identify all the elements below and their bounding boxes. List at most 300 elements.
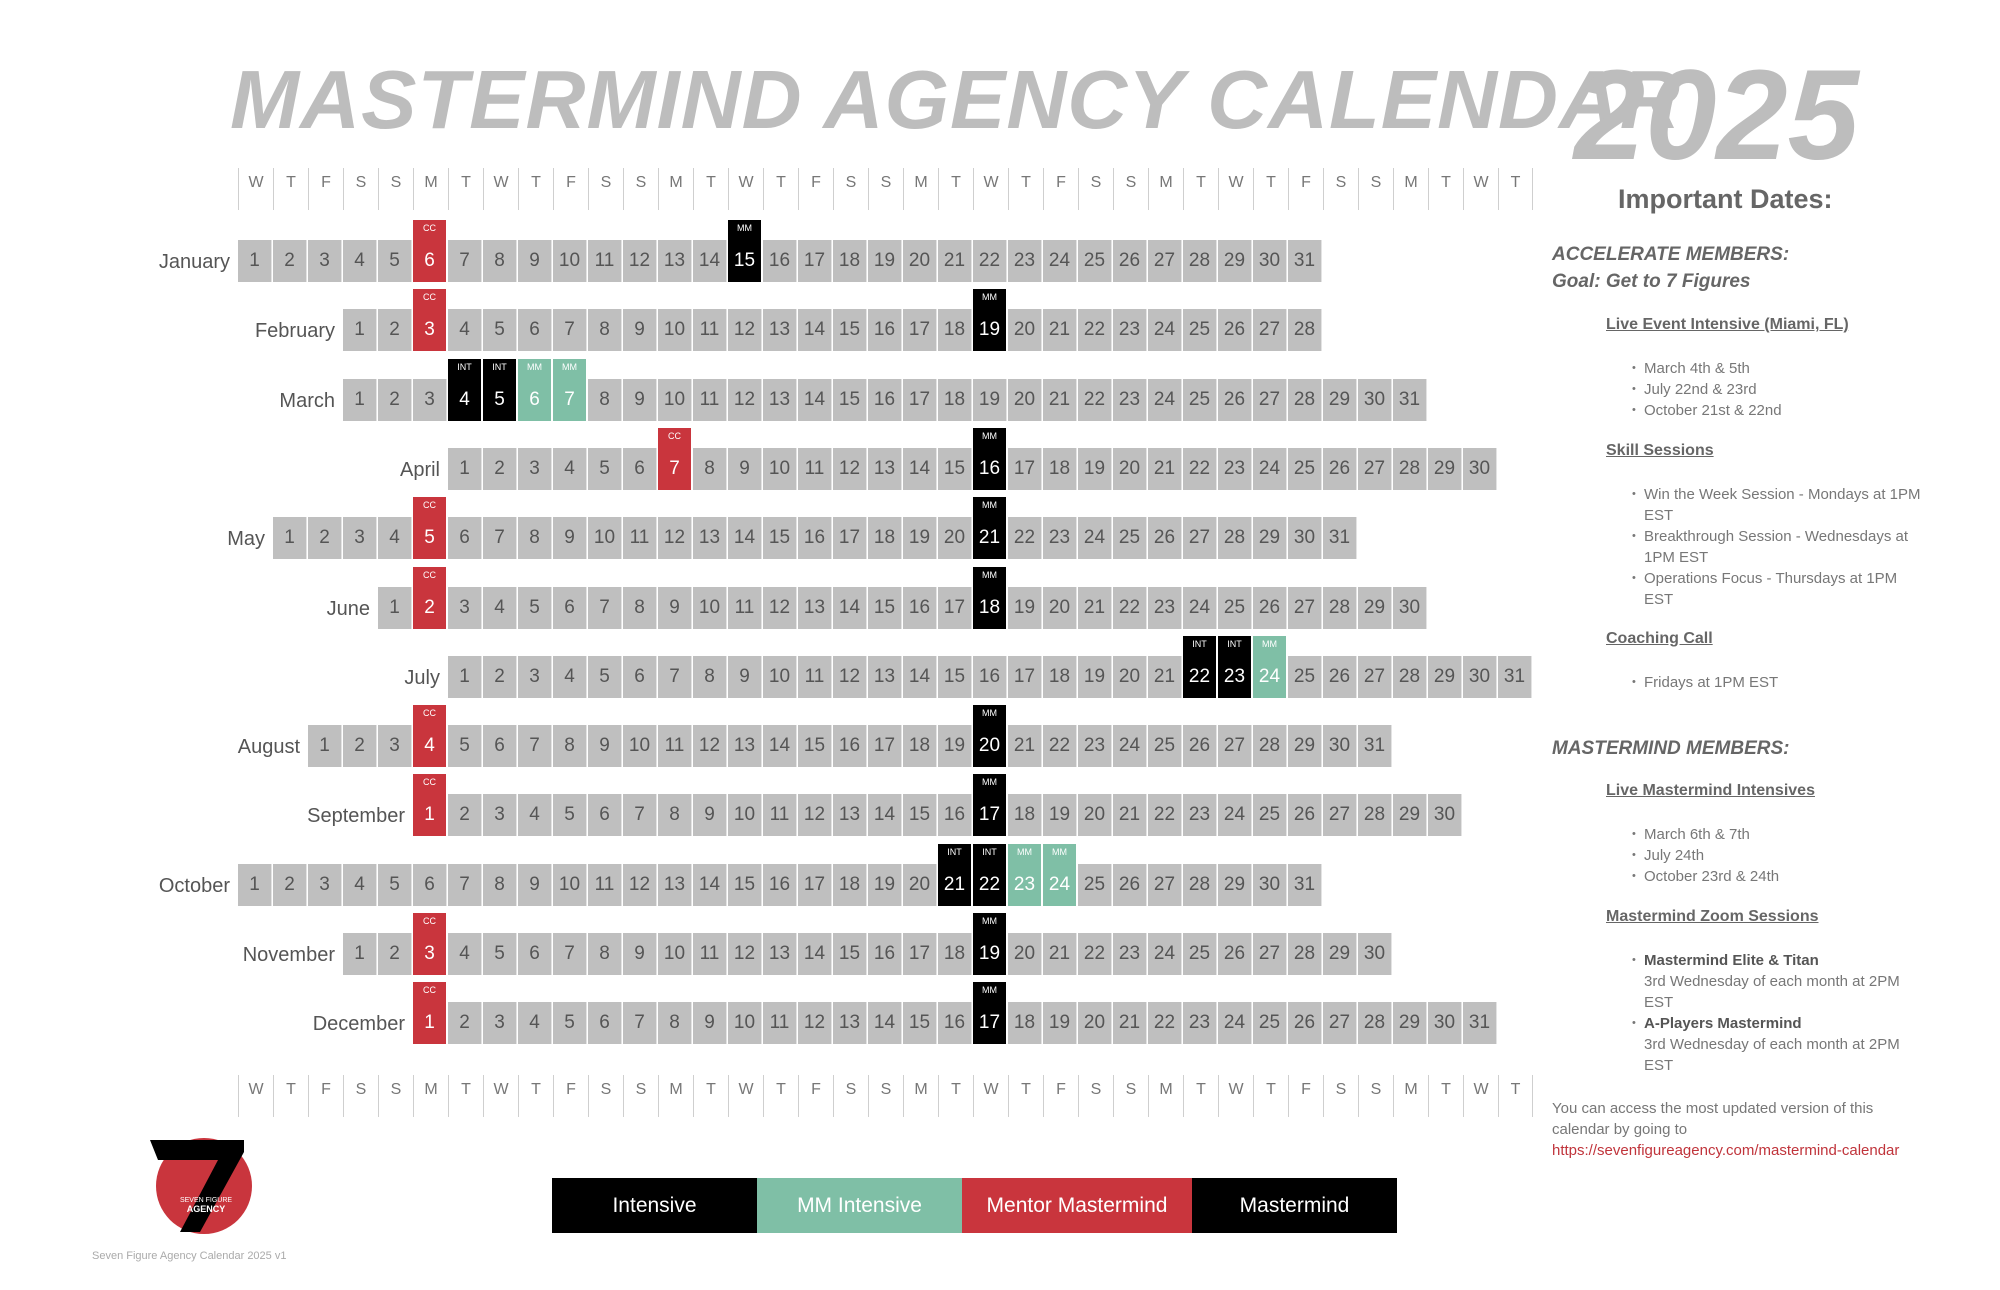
day-number: 2: [354, 735, 365, 756]
day-number: 6: [634, 666, 645, 687]
day-number: 9: [739, 666, 750, 687]
day-cell: [1113, 864, 1147, 906]
day-cell: [763, 517, 797, 559]
day-number: 9: [704, 804, 715, 825]
weekday-letter: T: [1498, 1075, 1533, 1117]
day-cell: [553, 517, 587, 559]
weekday-letter: W: [1463, 168, 1498, 210]
day-cell: [448, 448, 482, 490]
day-number: 16: [873, 319, 896, 340]
day-cell: [1078, 933, 1112, 975]
day-cell: [833, 864, 867, 906]
day-cell: [308, 517, 342, 559]
day-number: 4: [564, 458, 575, 479]
day-number: 11: [734, 597, 755, 618]
day-cell: [1078, 309, 1112, 351]
day-number: 25: [1188, 389, 1211, 410]
day-number: 31: [1398, 389, 1421, 410]
day-cell: [1463, 656, 1497, 698]
day-number: 4: [529, 804, 540, 825]
day-number: 8: [704, 666, 715, 687]
accelerate-heading: ACCELERATE MEMBERS:: [1552, 244, 1790, 265]
day-number: 18: [873, 527, 896, 548]
day-number: 16: [908, 597, 931, 618]
day-cell: [938, 1002, 972, 1044]
weekday-letter: F: [798, 1075, 833, 1117]
day-number: 7: [494, 527, 505, 548]
event-tag: MM: [1052, 847, 1067, 857]
weekday-letter: M: [1393, 168, 1428, 210]
calendar-link[interactable]: https://sevenfigureagency.com/mastermind-calendar: [1552, 1142, 1900, 1159]
day-number: 10: [698, 597, 721, 618]
day-cell: [1043, 309, 1077, 351]
day-number: 18: [908, 735, 931, 756]
day-cell: [1008, 794, 1042, 836]
day-number: 25: [1293, 666, 1316, 687]
zoom-item-title: Mastermind Elite & Titan: [1644, 952, 1819, 969]
event-day-int: [1183, 636, 1217, 698]
weekday-letter: T: [1498, 168, 1533, 210]
day-number: 17: [943, 597, 966, 618]
day-cell: [1218, 933, 1252, 975]
day-number: 5: [564, 804, 575, 825]
day-cell: [553, 933, 587, 975]
day-cell: [1183, 725, 1217, 767]
day-number: 5: [529, 597, 540, 618]
day-cell: [483, 309, 517, 351]
day-cell: [763, 725, 797, 767]
day-number: 16: [768, 250, 791, 271]
day-number: 20: [1083, 1012, 1106, 1033]
day-number: 12: [768, 597, 791, 618]
day-cell: [763, 448, 797, 490]
day-number: 25: [1083, 874, 1106, 895]
day-number: 23: [1223, 666, 1246, 687]
day-number: 1: [354, 943, 365, 964]
day-cell: [763, 656, 797, 698]
weekday-letter: W: [973, 168, 1008, 210]
day-cell: [343, 309, 377, 351]
day-cell: [518, 656, 552, 698]
weekday-letter: W: [973, 1075, 1008, 1117]
day-number: 22: [1083, 389, 1106, 410]
weekday-letter: S: [378, 168, 413, 210]
event-day-mmi: [1253, 636, 1287, 698]
event-day-int: [483, 359, 517, 421]
day-cell: [973, 240, 1007, 282]
day-cell: [588, 656, 622, 698]
day-cell: [798, 448, 832, 490]
day-cell: [623, 587, 657, 629]
day-cell: [1148, 933, 1182, 975]
day-cell: [658, 794, 692, 836]
day-number: 10: [558, 250, 581, 271]
day-cell: [868, 656, 902, 698]
day-cell: [728, 448, 762, 490]
day-cell: [553, 656, 587, 698]
day-cell: [483, 517, 517, 559]
day-number: 25: [1188, 943, 1211, 964]
day-number: 4: [564, 666, 575, 687]
day-number: 2: [389, 943, 400, 964]
day-cell: [483, 864, 517, 906]
weekday-letter: S: [1358, 1075, 1393, 1117]
day-cell: [273, 240, 307, 282]
day-cell: [483, 933, 517, 975]
day-cell: [448, 240, 482, 282]
weekday-letter: W: [1218, 168, 1253, 210]
day-number: 16: [943, 1012, 966, 1033]
day-cell: [1183, 309, 1217, 351]
day-cell: [728, 933, 762, 975]
live-mastermind-heading: Live Mastermind Intensives: [1606, 782, 1815, 799]
day-cell: [1253, 864, 1287, 906]
day-cell: [1218, 794, 1252, 836]
day-number: 25: [1118, 527, 1141, 548]
day-number: 2: [494, 666, 505, 687]
day-cell: [1043, 933, 1077, 975]
day-number: 24: [1118, 735, 1141, 756]
day-cell: [273, 517, 307, 559]
day-cell: [623, 1002, 657, 1044]
day-cell: [1008, 725, 1042, 767]
day-cell: [483, 1002, 517, 1044]
day-number: 25: [1223, 597, 1246, 618]
event-tag: MM: [982, 431, 997, 441]
day-number: 26: [1293, 804, 1316, 825]
day-number: 28: [1363, 804, 1386, 825]
day-number: 1: [424, 804, 435, 825]
event-tag: CC: [423, 570, 436, 580]
day-number: 21: [1153, 666, 1176, 687]
day-number: 4: [529, 1012, 540, 1033]
event-tag: CC: [423, 292, 436, 302]
day-cell: [343, 725, 377, 767]
day-number: 10: [733, 804, 756, 825]
day-cell: [1463, 448, 1497, 490]
day-cell: [658, 656, 692, 698]
day-cell: [1008, 448, 1042, 490]
day-number: 12: [628, 874, 651, 895]
day-cell: [623, 309, 657, 351]
day-number: 29: [1433, 666, 1456, 687]
weekday-letter: W: [483, 1075, 518, 1117]
day-number: 21: [1118, 804, 1141, 825]
day-number: 5: [599, 666, 610, 687]
event-day-mm: [973, 774, 1007, 836]
day-number: 21: [1013, 735, 1036, 756]
weekday-letter: M: [903, 168, 938, 210]
weekday-letter: F: [798, 168, 833, 210]
day-cell: [693, 379, 727, 421]
day-number: 27: [1328, 1012, 1351, 1033]
day-cell: [1323, 379, 1357, 421]
event-day-mm: [973, 913, 1007, 975]
day-number: 4: [459, 389, 470, 410]
day-number: 11: [594, 874, 615, 895]
day-cell: [1008, 309, 1042, 351]
day-cell: [448, 794, 482, 836]
day-cell: [798, 656, 832, 698]
day-number: 10: [768, 666, 791, 687]
day-cell: [868, 379, 902, 421]
day-number: 14: [803, 319, 826, 340]
weekday-letter: M: [413, 1075, 448, 1117]
day-number: 31: [1328, 527, 1351, 548]
day-number: 20: [943, 527, 966, 548]
day-number: 13: [768, 319, 791, 340]
day-cell: [623, 379, 657, 421]
day-number: 29: [1433, 458, 1456, 479]
day-cell: [1113, 656, 1147, 698]
day-cell: [728, 656, 762, 698]
day-cell: [448, 517, 482, 559]
day-cell: [1008, 656, 1042, 698]
month-label-september: September: [307, 805, 405, 827]
day-number: 12: [803, 1012, 826, 1033]
day-number: 19: [873, 874, 896, 895]
day-cell: [1288, 1002, 1322, 1044]
day-number: 2: [389, 319, 400, 340]
day-cell: [623, 517, 657, 559]
event-tag: MM: [982, 500, 997, 510]
day-number: 11: [629, 527, 650, 548]
day-number: 6: [564, 597, 575, 618]
day-cell: [1183, 794, 1217, 836]
day-cell: [903, 933, 937, 975]
day-number: 14: [803, 943, 826, 964]
day-number: 21: [1048, 389, 1071, 410]
day-cell: [1358, 379, 1392, 421]
day-cell: [903, 1002, 937, 1044]
day-cell: [1218, 725, 1252, 767]
day-number: 18: [1048, 458, 1071, 479]
day-cell: [973, 379, 1007, 421]
day-number: 4: [354, 874, 365, 895]
day-number: 5: [564, 1012, 575, 1033]
day-cell: [763, 309, 797, 351]
skill-sessions-list: [1634, 484, 1924, 610]
day-cell: [1113, 725, 1147, 767]
day-number: 3: [319, 250, 330, 271]
day-number: 23: [1013, 874, 1036, 895]
weekday-letter: F: [1288, 168, 1323, 210]
day-cell: [728, 794, 762, 836]
day-number: 12: [803, 804, 826, 825]
day-number: 26: [1223, 319, 1246, 340]
day-number: 5: [494, 943, 505, 964]
day-number: 15: [943, 666, 966, 687]
day-cell: [903, 725, 937, 767]
event-tag: MM: [1262, 639, 1277, 649]
day-cell: [553, 725, 587, 767]
day-cell: [833, 379, 867, 421]
day-cell: [1393, 448, 1427, 490]
day-cell: [1393, 794, 1427, 836]
day-cell: [448, 725, 482, 767]
day-cell: [553, 794, 587, 836]
day-cell: [343, 933, 377, 975]
list-item: • Breakthrough Session - Wednesdays at 1PM EST: [1634, 526, 1924, 568]
event-day-mm: [728, 220, 762, 282]
day-cell: [1393, 1002, 1427, 1044]
day-cell: [763, 794, 797, 836]
event-day-cc: [413, 497, 447, 559]
day-cell: [868, 933, 902, 975]
day-cell: [623, 448, 657, 490]
day-cell: [1078, 656, 1112, 698]
day-cell: [903, 240, 937, 282]
day-cell: [588, 448, 622, 490]
month-label-august: August: [237, 736, 300, 758]
day-number: 5: [459, 735, 470, 756]
legend-intensive: Intensive: [552, 1178, 757, 1233]
day-number: 24: [1153, 943, 1176, 964]
day-number: 5: [389, 874, 400, 895]
day-number: 24: [1048, 874, 1071, 895]
day-number: 6: [529, 389, 540, 410]
day-number: 13: [768, 389, 791, 410]
day-cell: [378, 587, 412, 629]
weekday-letter: M: [1148, 1075, 1183, 1117]
day-number: 27: [1363, 458, 1386, 479]
day-number: 10: [768, 458, 791, 479]
day-number: 4: [389, 527, 400, 548]
day-cell: [588, 864, 622, 906]
day-cell: [798, 379, 832, 421]
day-cell: [938, 517, 972, 559]
weekday-header-top: [238, 168, 1528, 210]
day-cell: [1043, 379, 1077, 421]
day-number: 11: [699, 943, 720, 964]
day-number: 14: [768, 735, 791, 756]
day-number: 14: [908, 458, 931, 479]
day-cell: [868, 448, 902, 490]
day-cell: [798, 309, 832, 351]
day-number: 14: [698, 874, 721, 895]
day-number: 1: [459, 458, 470, 479]
day-cell: [1043, 1002, 1077, 1044]
day-cell: [1008, 1002, 1042, 1044]
day-cell: [448, 864, 482, 906]
day-cell: [518, 309, 552, 351]
weekday-letter: F: [308, 168, 343, 210]
day-cell: [833, 794, 867, 836]
day-number: 27: [1153, 874, 1176, 895]
day-cell: [1043, 725, 1077, 767]
month-label-march: March: [279, 390, 335, 412]
event-day-mmi: [1008, 844, 1042, 906]
day-number: 20: [1013, 943, 1036, 964]
weekday-letter: T: [763, 168, 798, 210]
day-cell: [1043, 587, 1077, 629]
weekday-letter: T: [693, 1075, 728, 1117]
day-cell: [938, 240, 972, 282]
list-item: • October 23rd & 24th: [1634, 866, 1779, 887]
day-cell: [1113, 933, 1147, 975]
weekday-letter: T: [1183, 168, 1218, 210]
update-note: [1552, 1098, 1922, 1161]
weekday-letter: S: [868, 1075, 903, 1117]
day-cell: [903, 517, 937, 559]
day-number: 15: [908, 804, 931, 825]
day-number: 9: [669, 597, 680, 618]
weekday-letter: M: [658, 168, 693, 210]
day-number: 8: [494, 250, 505, 271]
weekday-letter: M: [1393, 1075, 1428, 1117]
day-number: 15: [838, 943, 861, 964]
day-number: 20: [1083, 804, 1106, 825]
day-number: 28: [1293, 319, 1316, 340]
day-number: 10: [558, 874, 581, 895]
day-cell: [728, 725, 762, 767]
day-number: 14: [838, 597, 861, 618]
day-cell: [1253, 933, 1287, 975]
day-cell: [938, 933, 972, 975]
day-number: 9: [704, 1012, 715, 1033]
day-number: 20: [1048, 597, 1071, 618]
day-number: 29: [1258, 527, 1281, 548]
day-cell: [798, 933, 832, 975]
day-number: 23: [1118, 319, 1141, 340]
zoom-sessions-heading: Mastermind Zoom Sessions: [1606, 908, 1819, 925]
day-number: 21: [943, 874, 966, 895]
event-day-cc: [658, 428, 692, 490]
day-number: 8: [599, 389, 610, 410]
day-number: 13: [768, 943, 791, 964]
event-tag: MM: [982, 708, 997, 718]
day-number: 17: [873, 735, 896, 756]
weekday-letter: W: [728, 1075, 763, 1117]
day-cell: [588, 725, 622, 767]
day-number: 14: [873, 1012, 896, 1033]
day-number: 21: [1048, 943, 1071, 964]
weekday-letter: T: [693, 168, 728, 210]
day-cell: [658, 309, 692, 351]
day-number: 22: [1188, 458, 1211, 479]
coaching-call-list: [1634, 672, 1778, 693]
day-cell: [1148, 1002, 1182, 1044]
day-number: 9: [739, 458, 750, 479]
day-number: 26: [1153, 527, 1176, 548]
day-cell: [1043, 517, 1077, 559]
weekday-letter: T: [1008, 168, 1043, 210]
day-number: 6: [529, 319, 540, 340]
day-number: 3: [424, 389, 435, 410]
day-number: 16: [873, 389, 896, 410]
day-cell: [693, 309, 727, 351]
day-cell: [763, 587, 797, 629]
day-number: 15: [838, 319, 861, 340]
day-cell: [903, 379, 937, 421]
day-number: 5: [424, 527, 435, 548]
event-tag: INT: [982, 847, 997, 857]
day-cell: [623, 240, 657, 282]
day-cell: [378, 309, 412, 351]
day-cell: [1323, 933, 1357, 975]
day-number: 17: [1013, 666, 1036, 687]
day-number: 13: [663, 250, 686, 271]
day-number: 10: [593, 527, 616, 548]
day-cell: [1393, 379, 1427, 421]
day-number: 16: [943, 804, 966, 825]
event-day-mm: [973, 982, 1007, 1044]
day-number: 28: [1398, 666, 1421, 687]
day-number: 28: [1188, 874, 1211, 895]
day-number: 1: [354, 319, 365, 340]
day-cell: [1148, 517, 1182, 559]
day-cell: [833, 656, 867, 698]
